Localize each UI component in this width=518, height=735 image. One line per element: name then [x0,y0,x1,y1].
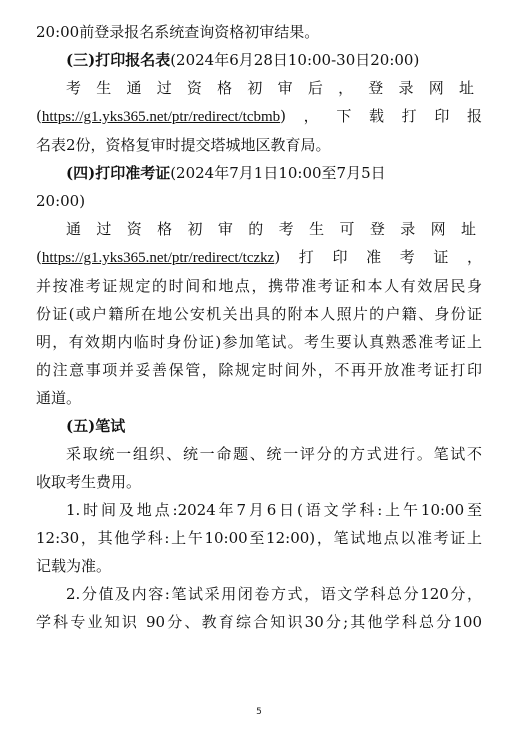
section4-line7: 通道。 [36,389,82,407]
section4-heading-line [36,159,482,187]
section5-item2-line1: 2.分值及内容:笔试采用闭卷方式，语文学科总分120分， [66,585,482,603]
section4-url-link[interactable]: https://g1.yks365.net/ptr/redirect/tczkz [41,250,275,266]
section3-url-link[interactable]: https://g1.yks365.net/ptr/redirect/tcbmb [41,109,281,125]
section4-line4: 份证(或户籍所在地公安机关出具的附本人照片的户籍、身份证 [36,305,482,323]
section4-url-open: ( [36,248,42,266]
section4-url-line [36,243,482,272]
section4-line5: 明，有效期内临时身份证)参加笔试。考生要认真熟悉准考证上 [36,333,482,351]
section4-url-close: )打印准考证， [274,248,482,266]
section3-heading-line [36,46,482,74]
section3-heading: (三)打印报名表 [66,51,171,69]
section5-item1-line1: 1.时间及地点:2024年7月6日(语文学科:上午10:00至 [66,501,482,519]
section4-heading: (四)打印准考证 [66,164,171,182]
section3-url-line [36,102,482,131]
page-number: 5 [256,707,262,717]
section3-url-close: )，下载打印报 [280,107,482,125]
section5-item2-line2: 学科专业知识 90分、教育综合知识30分;其他学科总分100 [36,613,482,631]
section5-heading: (五)笔试 [66,417,126,435]
section4-heading-dates-cont: 20:00) [36,192,86,210]
section3-url-open: ( [36,107,42,125]
section5-line2: 收取考生费用。 [36,473,142,491]
section5-item1-line3: 记载为准。 [36,557,112,575]
section3-line3: 名表2份，资格复审时提交塔城地区教育局。 [36,136,331,154]
section4-line3: 并按准考证规定的时间和地点，携带准考证和本人有效居民身 [36,277,482,295]
continuation-line: 20:00前登录报名系统查询资格初审结果。 [36,23,320,41]
section4-line1: 通过资格初审的考生可登录网址 [66,220,482,238]
section5-line1: 采取统一组织、统一命题、统一评分的方式进行。笔试不 [66,445,482,463]
section4-heading-dates: (2024年7月1日10:00至7月5日 [170,164,386,182]
section3-line1: 考生通过资格初审后，登录网址 [66,79,482,97]
section3-heading-dates: (2024年6月28日10:00-30日20:00) [170,51,420,69]
document-body [36,18,482,636]
section4-line6: 的注意事项并妥善保管，除规定时间外，不再开放准考证打印 [36,361,482,379]
section5-item1-line2: 12:30，其他学科:上午10:00至12:00)，笔试地点以准考证上 [36,529,482,547]
